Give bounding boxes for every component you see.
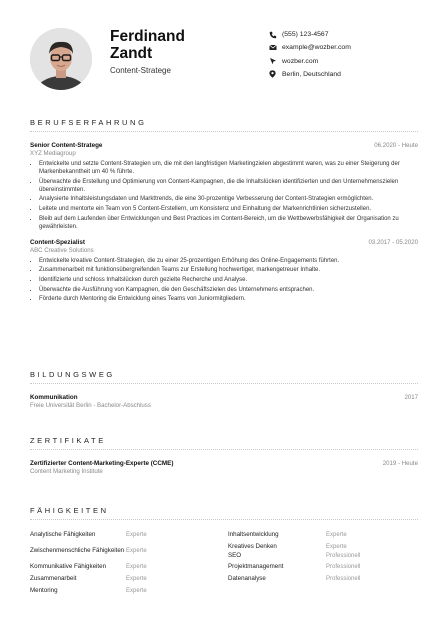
skill-level: Experte <box>126 576 147 582</box>
skill-name: Zwischenmenschliche Fähigkeiten <box>30 547 125 554</box>
experience-section <box>30 118 418 311</box>
entry-issuer: Content Marketing Institute <box>30 468 103 475</box>
bullet-list <box>30 160 418 231</box>
job-title: Content-Stratege <box>110 66 171 75</box>
skills-grid <box>30 530 418 596</box>
skills-heading: FÄHIGKEITEN <box>30 506 418 520</box>
bullet-item: • Identifizierte und schloss Inhaltslücken durch gezielte Recherche und Analyse. <box>39 276 418 284</box>
bullet-item: • Überwachte die Ausführung von Kampagnen, die den Geschäftszielen des Unternehmens entsprachen. <box>39 286 418 294</box>
contact-email <box>268 41 351 54</box>
entry-company: ABC Creative Solutions <box>30 246 94 254</box>
empty-cell <box>326 586 418 596</box>
link-icon <box>268 57 277 66</box>
entry-date: 2017 <box>404 394 418 401</box>
skill-level: Experte <box>126 588 147 594</box>
location-pin-icon <box>268 70 277 79</box>
experience-entry <box>30 239 418 303</box>
contact-phone <box>268 28 351 41</box>
skill-level: Experte <box>326 544 347 550</box>
bullet-item: • Leitete und mentorte ein Team von 5 Content-Erstellern, um Konsistenz und Einhaltung der Markenrichtlinien sicherzustellen. <box>39 205 418 213</box>
education-section <box>30 370 418 418</box>
experience-heading: BERUFSERFAHRUNG <box>30 118 418 132</box>
education-heading: BILDUNGSWEG <box>30 370 418 384</box>
entry-title: Kommunikation <box>30 394 78 401</box>
entry-date: 03.2017 - 05.2020 <box>368 238 418 246</box>
skill-name: Projektmanagement <box>228 563 284 570</box>
website-text: wozber.com <box>282 57 319 65</box>
skill-level: Experte <box>326 532 347 538</box>
bullet-item: • Zusammenarbeit mit funktionsübergreifenden Teams zur Erstellung hochwertiger, markengetreuer Inhalte. <box>39 266 418 274</box>
entry-title: Zertifizierter Content-Marketing-Experte (CCME) <box>30 460 174 467</box>
bullet-item: • Analysierte Inhaltsleistungsdaten und Markttrends, die eine 30-prozentige Verbesserung der Content-Strategien ermöglichten. <box>39 195 418 203</box>
phone-icon <box>268 30 277 39</box>
email-text: example@wozber.com <box>282 44 351 52</box>
skill-level: Professionell <box>326 553 361 559</box>
skill-level: Experte <box>126 564 147 570</box>
certificates-section <box>30 436 418 484</box>
contact-location <box>268 68 351 81</box>
certificate-entry <box>30 460 418 476</box>
skill-level: Professionell <box>326 564 361 570</box>
entry-date: 2019 - Heute <box>382 460 418 467</box>
bullet-item: • Entwickelte kreative Content-Strategien, die zu einer 25-prozentigen Erhöhung des Online-Engagements führten. <box>39 257 418 265</box>
resume-header <box>0 0 448 110</box>
bullet-item: • Überwachte die Erstellung und Optimierung von Content-Kampagnen, die die Inhaltslücken identifizierten und den Unternehmenszielen übereinstimmten. <box>39 178 418 194</box>
skill-level: Professionell <box>326 576 361 582</box>
location-text: Berlin, Deutschland <box>282 70 341 78</box>
skill-name: Inhaltsentwicklung <box>228 531 279 538</box>
entry-title: Senior Content-Stratege <box>30 142 103 149</box>
skill-name: Datenanalyse <box>228 575 266 582</box>
last-name: Zandt <box>110 45 153 62</box>
bullet-item: • Förderte durch Mentoring die Entwicklung eines Teams von Juniormitgliedern. <box>39 295 418 303</box>
avatar <box>30 28 92 90</box>
bullet-item: • Entwickelte und setzte Content-Strategien um, die mit den langfristigen Marketingzielen abgestimmt waren, was zu einer Steigerung der Markenbekanntheit um 40 % führte. <box>39 160 418 176</box>
empty-cell <box>228 586 326 596</box>
entry-title: Content-Spezialist <box>30 238 85 246</box>
skill-name: Kommunikative Fähigkeiten <box>30 563 107 570</box>
entry-date: 06.2020 - Heute <box>374 142 418 149</box>
skill-level: Experte <box>126 548 147 554</box>
skills-section <box>30 506 418 596</box>
entry-institution: Freie Universität Berlin - Bachelor-Abschluss <box>30 402 151 409</box>
first-name: Ferdinand <box>110 28 185 45</box>
entry-company: XYZ Mediagroup <box>30 150 76 157</box>
email-icon <box>268 43 277 52</box>
education-entry <box>30 394 418 410</box>
full-name <box>110 28 250 62</box>
bullet-list <box>30 257 418 303</box>
contact-website <box>268 55 351 68</box>
skill-row-seo <box>228 551 418 561</box>
bullet-item: • Bleib auf dem Laufenden über Entwicklungen und Best Practices im Content-Bereich, um die Wettbewerbsfähigkeit der Organisation zu gewährleisten. <box>39 215 418 231</box>
skill-name: SEO <box>228 552 242 559</box>
skill-name: Zusammenarbeit <box>30 575 77 582</box>
skill-level: Experte <box>126 532 147 538</box>
experience-entry <box>30 142 418 231</box>
contact-list <box>268 28 351 81</box>
phone-text: (555) 123-4567 <box>282 31 329 38</box>
skill-name: Mentoring <box>30 587 58 594</box>
skill-name: Kreatives Denken <box>228 543 277 550</box>
certificates-heading: ZERTIFIKATE <box>30 436 418 450</box>
skill-name: Analytische Fähigkeiten <box>30 531 96 538</box>
